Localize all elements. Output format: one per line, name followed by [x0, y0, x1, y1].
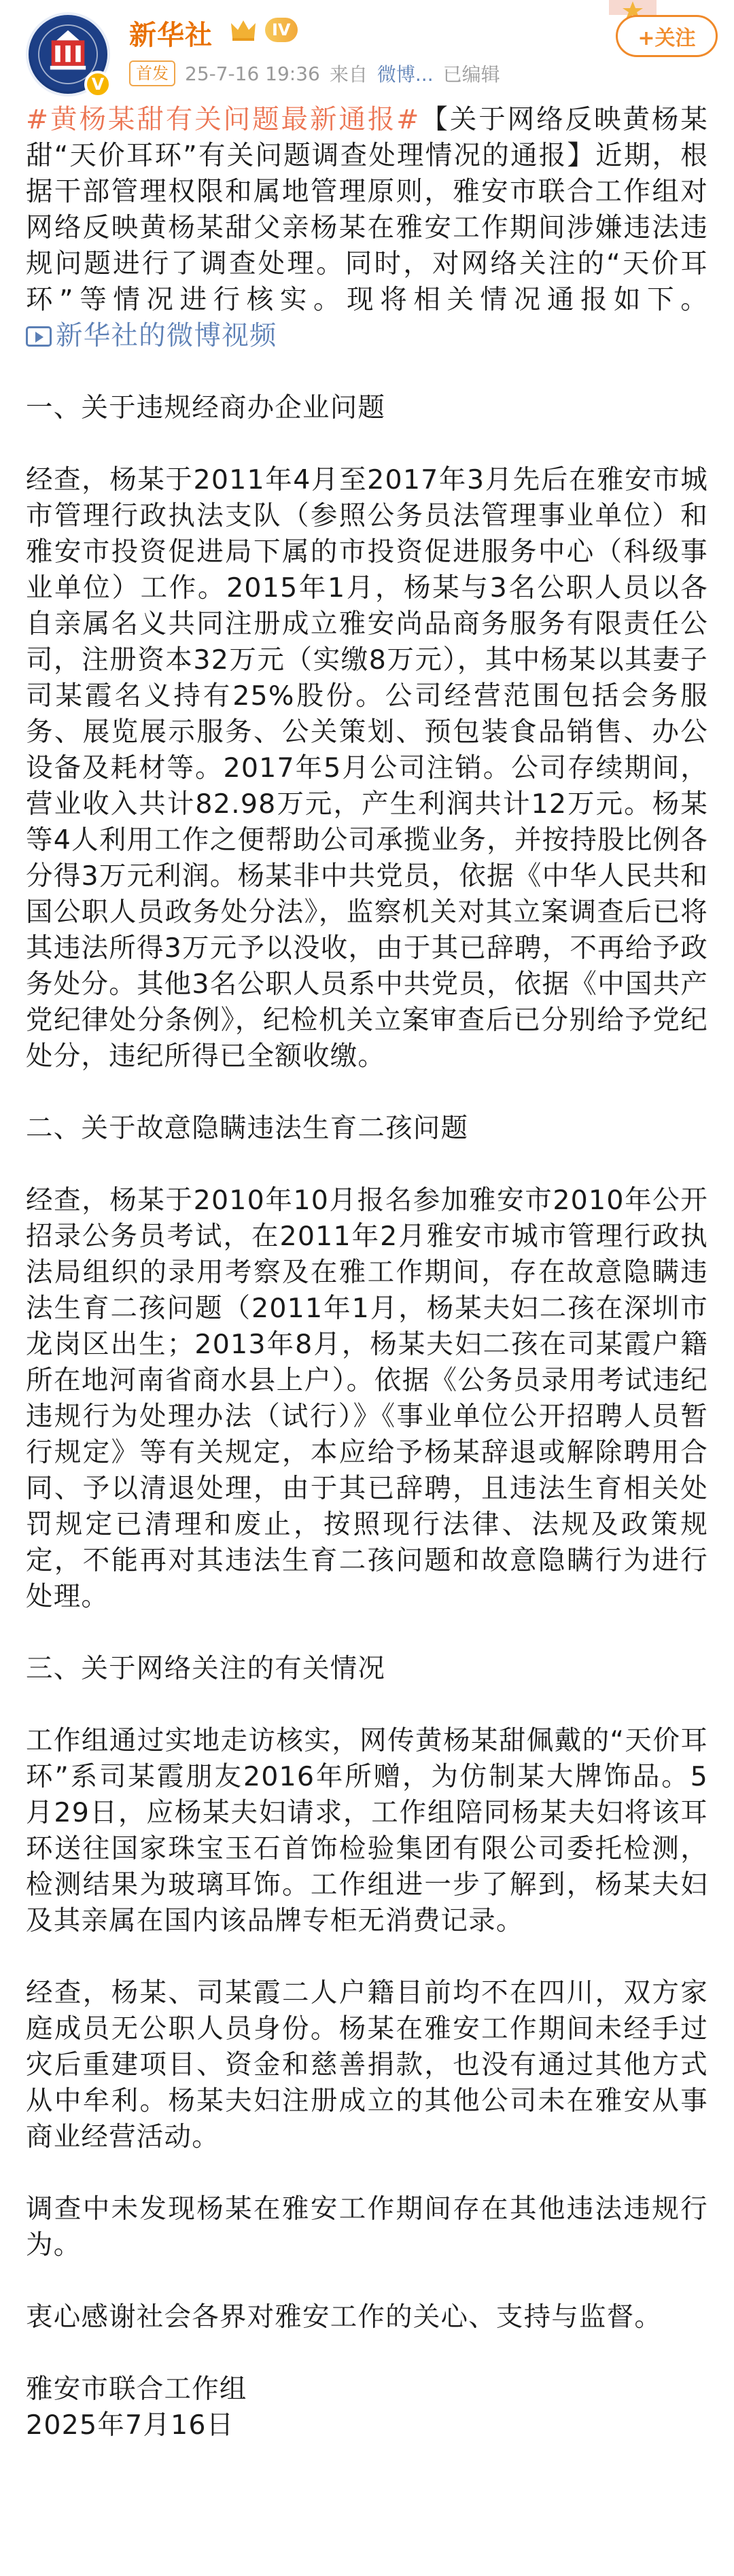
thanks-text: 衷心感谢社会各界对雅安工作的关心、支持与监督。	[26, 2301, 663, 2333]
conclusion-text: 调查中未发现杨某在雅安工作期间存在其他违法违规行为。	[26, 2193, 708, 2261]
verified-badge-icon: V	[84, 71, 111, 98]
signature-date: 2025年7月16日	[26, 2409, 234, 2441]
section-1-title: 一、关于违规经商办企业问题	[26, 392, 386, 423]
section-1-body: 经查，杨某于2011年4月至2017年3月先后在雅安市城市管理行政执法支队（参照公务员法管理事业单位）和雅安市投资促进局下属的市投资促进服务中心（科级事业单位）工作。2015年1月，杨某与3名公职人员以各自亲属名义共同注册成立雅安尚品商务服务有限责任公司，注册资本32万元（实缴8万元），其中杨某以其妻子司某霞名义持有25%股份。公司经营范围包括会务服务、展览展示服务、公关策划、预包装食品销售、办公设备及耗材等。2017年5月公司注销。公司存续期间，营业收入共计82.98万元，产生利润共计12万元。杨某等4人利用工作之便帮助公司承揽业务，并按持股比例各分得3万元利润。杨某非中共党员，依据《中华人民共和国公职人员政务处分法》，监察机关对其立案调查后已将其违法所得3万元予以没收，由于其已辞聘，不再给予政务处分。其他3名公职人员系中共党员，依据《中国共产党纪律处分条例》，纪检机关立案审查后已分别给予党纪处分，违纪所得已全额收缴。	[26, 464, 708, 1072]
post-meta	[129, 60, 500, 87]
signature-org: 雅安市联合工作组	[26, 2373, 247, 2405]
crown-icon	[230, 18, 257, 42]
section-3-body-1: 工作组通过实地走访核实，网传黄杨某甜佩戴的“天价耳环”系司某霞朋友2016年所赠，为仿制某大牌饰品。5月29日，应杨某夫妇请求，工作组陪同杨某夫妇将该耳环送往国家珠宝玉石首饰检验集团有限公司委托检测，检测结果为玻璃耳饰。工作组进一步了解到，杨某夫妇及其亲属在国内该品牌专柜无消费记录。	[26, 1725, 708, 1936]
post-body	[26, 102, 708, 2443]
video-link[interactable]	[26, 320, 277, 351]
level-badge: IV	[265, 18, 298, 42]
post-datetime[interactable]: 25-7-16 19:36	[185, 62, 320, 85]
follow-area	[568, 0, 718, 95]
intro-text: 【关于网络反映黄杨某甜“天价耳环”有关问题调查处理情况的通报】近期，根据干部管理权限和属地管理原则，雅安市联合工作组对网络反映黄杨某甜父亲杨某在雅安工作期间涉嫌违法违规问题进行了调查处理。同时，对网络关注的“天价耳环”等情况进行核实。现将相关情况通报如下。	[26, 104, 709, 315]
video-icon	[26, 326, 52, 347]
first-publish-badge: 首发	[129, 60, 175, 86]
post-header	[0, 0, 734, 102]
follow-button[interactable]: +关注	[616, 15, 718, 57]
edited-label[interactable]: 已编辑	[442, 63, 500, 86]
section-3-body-2: 经查，杨某、司某霞二人户籍目前均不在四川，双方家庭成员无公职人员身份。杨某在雅安工作期间未经手过灾后重建项目、资金和慈善捐款，也没有通过其他方式从中牟利。杨某夫妇注册成立的其他公司未在雅安从事商业经营活动。	[26, 1977, 708, 2153]
section-2-body: 经查，杨某于2010年10月报名参加雅安市2010年公开招录公务员考试，在2011年2月雅安市城市管理行政执法局组织的录用考察及在雅工作期间，存在故意隐瞒违法生育二孩问题（2011年1月，杨某夫妇二孩在深圳市龙岗区出生；2013年8月，杨某夫妇二孩在司某霞户籍所在地河南省商水县上户）。依据《公务员录用考试违纪违规行为处理办法（试行）》《事业单位公开招聘人员暂行规定》等有关规定，本应给予杨某辞退或解除聘用合同、予以清退处理，由于其已辞聘，且违法生育相关处罚规定已清理和废止，按照现行法律、法规及政策规定，不能再对其违法生育二孩问题和故意隐瞒行为进行处理。	[26, 1185, 708, 1612]
source-device[interactable]: 微博...	[377, 63, 434, 86]
section-3-title: 三、关于网络关注的有关情况	[26, 1653, 386, 1684]
video-link-label: 新华社的微博视频	[56, 320, 277, 351]
hashtag-link[interactable]: #黄杨某甜有关问题最新通报#	[26, 104, 420, 135]
post-intro	[26, 102, 708, 354]
account-name[interactable]: 新华社	[129, 20, 213, 51]
source-prefix: 来自	[329, 63, 368, 86]
section-2-title: 二、关于故意隐瞒违法生育二孩问题	[26, 1113, 469, 1144]
